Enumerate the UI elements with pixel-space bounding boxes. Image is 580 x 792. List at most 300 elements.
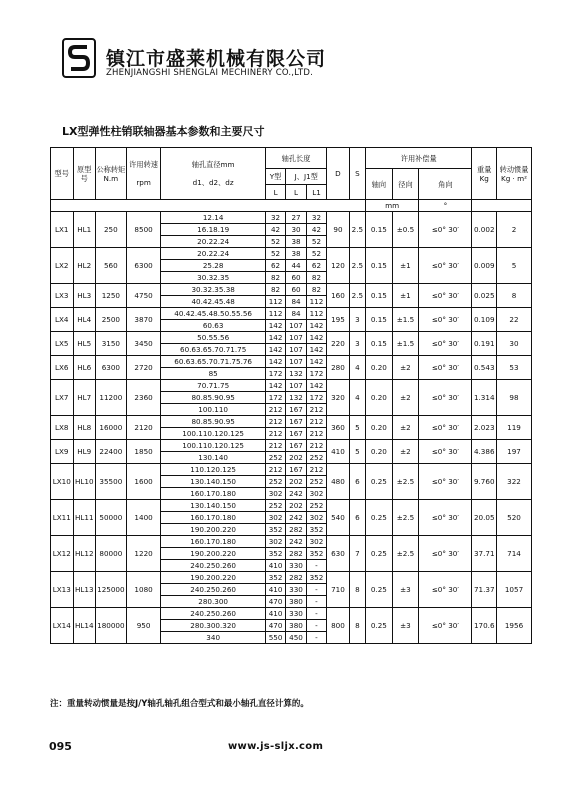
cell-radial: ±1	[392, 248, 419, 284]
cell-axial: 0.25	[366, 536, 393, 572]
cell-y-L: 252	[265, 500, 285, 512]
cell-j-L: 60	[286, 272, 306, 284]
cell-model: LX10	[51, 464, 74, 500]
cell-j-L: 242	[286, 536, 306, 548]
cell-bore: 130.140	[161, 452, 265, 464]
cell-angle: ≤0° 30′	[419, 356, 472, 380]
cell-S: 3	[349, 308, 365, 332]
cell-torque: 80000	[96, 536, 127, 572]
cell-S: 2.5	[349, 212, 365, 248]
cell-axial: 0.15	[366, 332, 393, 356]
cell-j-L: 330	[286, 584, 306, 596]
cell-y-L: 302	[265, 488, 285, 500]
cell-radial: ±2	[392, 356, 419, 380]
cell-weight: 2.023	[472, 416, 497, 440]
cell-axial: 0.25	[366, 500, 393, 536]
cell-bore: 25.28	[161, 260, 265, 272]
cell-axial: 0.20	[366, 380, 393, 416]
cell-j-L1: 352	[306, 524, 326, 536]
cell-weight: 4.386	[472, 440, 497, 464]
cell-j-L1: 142	[306, 320, 326, 332]
cell-y-L: 52	[265, 248, 285, 260]
header-torque: 公称转矩 N.m	[96, 148, 127, 200]
cell-j-L: 167	[286, 428, 306, 440]
cell-axial: 0.15	[366, 212, 393, 248]
cell-base: HL7	[73, 380, 96, 416]
cell-y-L: 142	[265, 356, 285, 368]
spec-table	[50, 147, 532, 644]
cell-y-L: 410	[265, 608, 285, 620]
cell-bore: 280.300	[161, 596, 265, 608]
table-row	[51, 248, 532, 260]
cell-base: HL11	[73, 500, 96, 536]
cell-bore: 85	[161, 368, 265, 380]
cell-j-L1: 302	[306, 512, 326, 524]
cell-weight: 37.71	[472, 536, 497, 572]
cell-speed: 1850	[126, 440, 161, 464]
cell-j-L: 27	[286, 212, 306, 224]
cell-S: 7	[349, 536, 365, 572]
cell-S: 4	[349, 356, 365, 380]
cell-angle: ≤0° 30′	[419, 212, 472, 248]
cell-j-L: 282	[286, 524, 306, 536]
cell-bore: 190.200.220	[161, 524, 265, 536]
footnote: 注：重量转动惯量是按J/Y轴孔轴孔组合型式和最小轴孔直径计算的。	[50, 699, 309, 709]
website-url: www.js-sljx.com	[228, 741, 324, 752]
cell-j-L1: -	[306, 620, 326, 632]
cell-j-L: 38	[286, 248, 306, 260]
cell-y-L: 252	[265, 476, 285, 488]
cell-radial: ±0.5	[392, 212, 419, 248]
header-hub-length: 轴孔长度	[265, 148, 326, 169]
cell-torque: 16000	[96, 416, 127, 440]
cell-speed: 2720	[126, 356, 161, 380]
cell-j-L1: -	[306, 632, 326, 644]
cell-bore: 20.22.24	[161, 248, 265, 260]
cell-S: 2.5	[349, 248, 365, 284]
table-row	[51, 332, 532, 344]
cell-j-L: 84	[286, 296, 306, 308]
cell-bore: 130.140.150	[161, 500, 265, 512]
cell-j-L1: 302	[306, 488, 326, 500]
cell-j-L1: 212	[306, 428, 326, 440]
cell-y-L: 142	[265, 320, 285, 332]
cell-axial: 0.15	[366, 308, 393, 332]
cell-weight: 170.6	[472, 608, 497, 644]
cell-j-L: 167	[286, 404, 306, 416]
cell-angle: ≤0° 30′	[419, 536, 472, 572]
cell-inertia: 1956	[497, 608, 532, 644]
header-axial: 轴向	[366, 169, 393, 200]
cell-j-L1: 52	[306, 248, 326, 260]
cell-radial: ±3	[392, 572, 419, 608]
spec-table-body	[51, 212, 532, 644]
cell-j-L1: 212	[306, 440, 326, 452]
cell-bore: 160.170.180	[161, 512, 265, 524]
cell-speed: 1400	[126, 500, 161, 536]
header-D: D	[327, 148, 350, 200]
table-row	[51, 608, 532, 620]
cell-base: HL3	[73, 284, 96, 308]
cell-weight: 0.109	[472, 308, 497, 332]
cell-speed: 950	[126, 608, 161, 644]
cell-y-L: 172	[265, 368, 285, 380]
cell-angle: ≤0° 30′	[419, 464, 472, 500]
cell-speed: 2120	[126, 416, 161, 440]
cell-radial: ±2	[392, 440, 419, 464]
cell-j-L: 107	[286, 320, 306, 332]
cell-speed: 6300	[126, 248, 161, 284]
cell-bore: 100.110	[161, 404, 265, 416]
cell-y-L: 550	[265, 632, 285, 644]
cell-j-L: 450	[286, 632, 306, 644]
cell-y-L: 352	[265, 524, 285, 536]
cell-j-L: 38	[286, 236, 306, 248]
cell-angle: ≤0° 30′	[419, 608, 472, 644]
header-radial: 径向	[392, 169, 419, 200]
cell-y-L: 212	[265, 404, 285, 416]
cell-axial: 0.25	[366, 572, 393, 608]
cell-D: 120	[327, 248, 350, 284]
cell-axial: 0.25	[366, 464, 393, 500]
cell-base: HL12	[73, 536, 96, 572]
cell-base: HL9	[73, 440, 96, 464]
cell-bore: 60.63	[161, 320, 265, 332]
cell-weight: 9.760	[472, 464, 497, 500]
cell-j-L1: 212	[306, 464, 326, 476]
cell-bore: 20.22.24	[161, 236, 265, 248]
cell-angle: ≤0° 30′	[419, 284, 472, 308]
cell-model: LX3	[51, 284, 74, 308]
cell-model: LX5	[51, 332, 74, 356]
cell-j-L1: -	[306, 560, 326, 572]
cell-base: HL8	[73, 416, 96, 440]
cell-inertia: 520	[497, 500, 532, 536]
cell-speed: 8500	[126, 212, 161, 248]
cell-inertia: 119	[497, 416, 532, 440]
cell-weight: 20.05	[472, 500, 497, 536]
cell-j-L: 330	[286, 560, 306, 572]
cell-S: 3	[349, 332, 365, 356]
cell-D: 710	[327, 572, 350, 608]
cell-angle: ≤0° 30′	[419, 248, 472, 284]
cell-y-L: 62	[265, 260, 285, 272]
cell-j-L1: 352	[306, 572, 326, 584]
cell-j-L1: 172	[306, 392, 326, 404]
cell-y-L: 172	[265, 392, 285, 404]
cell-y-L: 470	[265, 596, 285, 608]
cell-j-L: 202	[286, 476, 306, 488]
cell-torque: 560	[96, 248, 127, 284]
cell-j-L1: 82	[306, 284, 326, 296]
cell-j-L: 132	[286, 392, 306, 404]
table-row	[51, 284, 532, 296]
cell-bore: 12.14	[161, 212, 265, 224]
cell-inertia: 8	[497, 284, 532, 308]
cell-y-L: 470	[265, 620, 285, 632]
cell-S: 2.5	[349, 284, 365, 308]
cell-weight: 1.314	[472, 380, 497, 416]
header-unit-mm: mm	[366, 200, 419, 212]
cell-S: 6	[349, 500, 365, 536]
cell-angle: ≤0° 30′	[419, 440, 472, 464]
spec-table-header	[51, 148, 532, 212]
cell-y-L: 32	[265, 212, 285, 224]
cell-angle: ≤0° 30′	[419, 416, 472, 440]
cell-bore: 280.300.320	[161, 620, 265, 632]
cell-j-L1: 142	[306, 332, 326, 344]
cell-j-L: 60	[286, 284, 306, 296]
cell-j-L1: 112	[306, 296, 326, 308]
cell-speed: 2360	[126, 380, 161, 416]
cell-j-L: 330	[286, 608, 306, 620]
cell-y-L: 142	[265, 332, 285, 344]
cell-j-L: 202	[286, 452, 306, 464]
cell-bore: 40.42.45.48.50.55.56	[161, 308, 265, 320]
cell-bore: 80.85.90.95	[161, 392, 265, 404]
cell-inertia: 197	[497, 440, 532, 464]
cell-D: 320	[327, 380, 350, 416]
cell-radial: ±2	[392, 380, 419, 416]
header-compensation: 许用补偿量	[366, 148, 472, 169]
cell-D: 280	[327, 356, 350, 380]
cell-j-L1: 142	[306, 356, 326, 368]
cell-speed: 1600	[126, 464, 161, 500]
header-speed: 许用转速 rpm	[126, 148, 161, 200]
cell-model: LX1	[51, 212, 74, 248]
header-inertia: 转动惯量 Kg · m²	[497, 148, 532, 200]
cell-y-L: 142	[265, 344, 285, 356]
cell-radial: ±2.5	[392, 536, 419, 572]
table-row	[51, 572, 532, 584]
cell-j-L1: 212	[306, 416, 326, 428]
table-row	[51, 500, 532, 512]
cell-inertia: 2	[497, 212, 532, 248]
cell-weight: 0.009	[472, 248, 497, 284]
cell-bore: 100.110.120.125	[161, 440, 265, 452]
header-L1-j: L1	[306, 185, 326, 200]
cell-base: HL10	[73, 464, 96, 500]
cell-angle: ≤0° 30′	[419, 572, 472, 608]
cell-radial: ±2.5	[392, 500, 419, 536]
cell-j-L: 282	[286, 572, 306, 584]
table-row	[51, 308, 532, 320]
header-S: S	[349, 148, 365, 200]
cell-j-L: 167	[286, 440, 306, 452]
cell-weight: 0.543	[472, 356, 497, 380]
cell-speed: 3450	[126, 332, 161, 356]
cell-j-L1: 32	[306, 212, 326, 224]
cell-base: HL13	[73, 572, 96, 608]
cell-inertia: 22	[497, 308, 532, 332]
header-unit-deg: °	[419, 200, 472, 212]
cell-bore: 160.170.180	[161, 488, 265, 500]
cell-bore: 50.55.56	[161, 332, 265, 344]
cell-bore: 30.32.35	[161, 272, 265, 284]
cell-torque: 1250	[96, 284, 127, 308]
cell-j-L: 107	[286, 344, 306, 356]
header-units-row	[51, 200, 532, 212]
header-L-j: L	[286, 185, 306, 200]
cell-base: HL14	[73, 608, 96, 644]
cell-j-L1: -	[306, 608, 326, 620]
cell-y-L: 142	[265, 380, 285, 392]
cell-model: LX6	[51, 356, 74, 380]
cell-angle: ≤0° 30′	[419, 380, 472, 416]
company-name-cn: 镇江市盛莱机械有限公司	[106, 48, 327, 70]
cell-D: 90	[327, 212, 350, 248]
cell-radial: ±1	[392, 284, 419, 308]
cell-D: 160	[327, 284, 350, 308]
cell-D: 220	[327, 332, 350, 356]
cell-bore: 190.200.220	[161, 572, 265, 584]
cell-weight: 0.002	[472, 212, 497, 248]
cell-torque: 6300	[96, 356, 127, 380]
cell-inertia: 53	[497, 356, 532, 380]
cell-torque: 50000	[96, 500, 127, 536]
cell-j-L: 107	[286, 380, 306, 392]
cell-S: 8	[349, 608, 365, 644]
cell-axial: 0.20	[366, 440, 393, 464]
cell-y-L: 410	[265, 560, 285, 572]
cell-inertia: 1057	[497, 572, 532, 608]
cell-torque: 125000	[96, 572, 127, 608]
cell-y-L: 52	[265, 236, 285, 248]
cell-torque: 22400	[96, 440, 127, 464]
cell-torque: 3150	[96, 332, 127, 356]
cell-bore: 340	[161, 632, 265, 644]
cell-y-L: 410	[265, 584, 285, 596]
cell-j-L1: -	[306, 596, 326, 608]
cell-bore: 100.110.120.125	[161, 428, 265, 440]
cell-model: LX7	[51, 380, 74, 416]
table-row	[51, 356, 532, 368]
header-model: 型号	[51, 148, 74, 200]
cell-j-L: 380	[286, 620, 306, 632]
cell-j-L: 44	[286, 260, 306, 272]
company-name-en: ZHENJIANGSHI SHENGLAI MECHINERY CO.,LTD.	[106, 68, 313, 78]
cell-inertia: 30	[497, 332, 532, 356]
cell-torque: 35500	[96, 464, 127, 500]
cell-j-L: 84	[286, 308, 306, 320]
cell-y-L: 112	[265, 308, 285, 320]
cell-bore: 110.120.125	[161, 464, 265, 476]
cell-radial: ±3	[392, 608, 419, 644]
cell-weight: 0.025	[472, 284, 497, 308]
cell-weight: 0.191	[472, 332, 497, 356]
cell-bore: 40.42.45.48	[161, 296, 265, 308]
cell-D: 630	[327, 536, 350, 572]
cell-j-L1: 252	[306, 476, 326, 488]
cell-j-L1: 352	[306, 548, 326, 560]
cell-axial: 0.20	[366, 356, 393, 380]
cell-j-L1: 62	[306, 260, 326, 272]
cell-bore: 60.63.65.70.71.75.76	[161, 356, 265, 368]
cell-j-L1: 212	[306, 404, 326, 416]
header-base-model: 原型号	[73, 148, 96, 200]
page-number: 095	[49, 740, 72, 753]
cell-j-L: 282	[286, 548, 306, 560]
cell-j-L1: 142	[306, 344, 326, 356]
cell-speed: 4750	[126, 284, 161, 308]
cell-torque: 2500	[96, 308, 127, 332]
page-title: LX型弹性柱销联轴器基本参数和主要尺寸	[62, 125, 265, 138]
cell-bore: 80.85.90.95	[161, 416, 265, 428]
cell-j-L: 132	[286, 368, 306, 380]
cell-j-L1: 82	[306, 272, 326, 284]
cell-bore: 60.63.65.70.71.75	[161, 344, 265, 356]
header-j-type: J、J1型	[286, 169, 327, 185]
cell-y-L: 212	[265, 464, 285, 476]
cell-y-L: 302	[265, 536, 285, 548]
cell-bore: 70.71.75	[161, 380, 265, 392]
cell-radial: ±1.5	[392, 308, 419, 332]
cell-D: 480	[327, 464, 350, 500]
table-row	[51, 416, 532, 428]
cell-D: 410	[327, 440, 350, 464]
cell-base: HL5	[73, 332, 96, 356]
cell-inertia: 5	[497, 248, 532, 284]
cell-torque: 180000	[96, 608, 127, 644]
cell-j-L1: 252	[306, 500, 326, 512]
cell-speed: 3870	[126, 308, 161, 332]
cell-y-L: 352	[265, 572, 285, 584]
table-row	[51, 212, 532, 224]
cell-bore: 30.32.35.38	[161, 284, 265, 296]
cell-y-L: 42	[265, 224, 285, 236]
cell-j-L: 167	[286, 464, 306, 476]
header-y-type: Y型	[265, 169, 285, 185]
cell-radial: ±2.5	[392, 464, 419, 500]
cell-inertia: 322	[497, 464, 532, 500]
cell-j-L: 202	[286, 500, 306, 512]
cell-D: 540	[327, 500, 350, 536]
table-row	[51, 464, 532, 476]
header-bore: 轴孔直径mm d1、d2、dz	[161, 148, 265, 200]
cell-S: 5	[349, 440, 365, 464]
cell-j-L1: 112	[306, 308, 326, 320]
cell-base: HL1	[73, 212, 96, 248]
cell-model: LX13	[51, 572, 74, 608]
cell-model: LX2	[51, 248, 74, 284]
cell-y-L: 302	[265, 512, 285, 524]
cell-base: HL4	[73, 308, 96, 332]
cell-axial: 0.15	[366, 248, 393, 284]
header-weight: 重量 Kg	[472, 148, 497, 200]
cell-radial: ±1.5	[392, 332, 419, 356]
cell-inertia: 98	[497, 380, 532, 416]
cell-j-L1: 252	[306, 452, 326, 464]
cell-j-L1: -	[306, 584, 326, 596]
cell-S: 8	[349, 572, 365, 608]
cell-torque: 11200	[96, 380, 127, 416]
cell-speed: 1080	[126, 572, 161, 608]
cell-j-L: 107	[286, 332, 306, 344]
cell-bore: 240.250.260	[161, 608, 265, 620]
cell-y-L: 352	[265, 548, 285, 560]
header-angular: 角向	[419, 169, 472, 200]
table-row	[51, 536, 532, 548]
cell-model: LX14	[51, 608, 74, 644]
cell-base: HL6	[73, 356, 96, 380]
cell-model: LX11	[51, 500, 74, 536]
cell-y-L: 212	[265, 440, 285, 452]
cell-bore: 240.250.260	[161, 584, 265, 596]
cell-j-L1: 42	[306, 224, 326, 236]
cell-weight: 71.37	[472, 572, 497, 608]
cell-angle: ≤0° 30′	[419, 308, 472, 332]
cell-axial: 0.15	[366, 284, 393, 308]
